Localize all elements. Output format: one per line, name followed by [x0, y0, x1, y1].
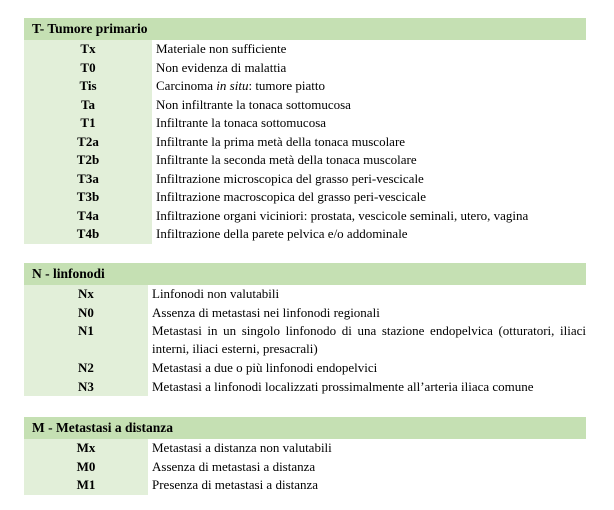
tumor-section-header: T- Tumore primario	[24, 18, 586, 40]
stage-code: T2a	[24, 133, 152, 152]
stage-code: T3a	[24, 170, 152, 189]
stage-code: N3	[24, 378, 148, 397]
stage-description: Infiltrazione della parete pelvica e/o addominale	[152, 225, 586, 244]
stage-code: Mx	[24, 439, 148, 458]
stage-code: M0	[24, 458, 148, 477]
metastasis-section-header: M - Metastasi a distanza	[24, 417, 586, 439]
stage-code: N1	[24, 322, 148, 359]
stage-description: Metastasi a due o più linfonodi endopelvici	[148, 359, 586, 378]
stage-description: Metastasi a linfonodi localizzati prossimalmente all’arteria iliaca comune	[148, 378, 586, 397]
table-row	[24, 304, 586, 323]
tumor-section	[24, 18, 586, 244]
stage-description: Non infiltrante la tonaca sottomucosa	[152, 96, 586, 115]
stage-description: Infiltrazione microscopica del grasso peri-vescicale	[152, 170, 586, 189]
nodes-section	[24, 263, 586, 396]
stage-code: N2	[24, 359, 148, 378]
stage-description: Metastasi a distanza non valutabili	[148, 439, 586, 458]
stage-code: M1	[24, 476, 148, 495]
table-row	[24, 207, 586, 226]
stage-description: Assenza di metastasi nei linfonodi regionali	[148, 304, 586, 323]
stage-description: Assenza di metastasi a distanza	[148, 458, 586, 477]
stage-description: Infiltrante la prima metà della tonaca muscolare	[152, 133, 586, 152]
table-row	[24, 96, 586, 115]
metastasis-section	[24, 417, 586, 495]
table-row	[24, 59, 586, 78]
stage-description: Materiale non sufficiente	[152, 40, 586, 59]
stage-code: Tx	[24, 40, 152, 59]
table-row	[24, 458, 586, 477]
stage-code: N0	[24, 304, 148, 323]
stage-description: Infiltrazione macroscopica del grasso peri-vescicale	[152, 188, 586, 207]
table-row	[24, 322, 586, 359]
table-row	[24, 188, 586, 207]
stage-code: T3b	[24, 188, 152, 207]
table-row	[24, 378, 586, 397]
stage-code: Ta	[24, 96, 152, 115]
stage-description	[152, 77, 586, 96]
table-row	[24, 40, 586, 59]
description-emphasis: in situ	[216, 78, 249, 93]
table-row	[24, 285, 586, 304]
description-text: Carcinoma	[156, 78, 217, 93]
stage-code: Nx	[24, 285, 148, 304]
table-row	[24, 225, 586, 244]
description-text: : tumore piatto	[248, 78, 325, 93]
nodes-section-header: N - linfonodi	[24, 263, 586, 285]
stage-description: Infiltrazione organi viciniori: prostata, vescicole seminali, utero, vagina	[152, 207, 586, 226]
table-row	[24, 151, 586, 170]
table-row	[24, 77, 586, 96]
table-row	[24, 170, 586, 189]
stage-description: Presenza di metastasi a distanza	[148, 476, 586, 495]
stage-description: Infiltrante la seconda metà della tonaca muscolare	[152, 151, 586, 170]
table-row	[24, 476, 586, 495]
stage-description: Non evidenza di malattia	[152, 59, 586, 78]
stage-code: Tis	[24, 77, 152, 96]
table-row	[24, 439, 586, 458]
table-row	[24, 133, 586, 152]
stage-code: T4b	[24, 225, 152, 244]
stage-description: Linfonodi non valutabili	[148, 285, 586, 304]
stage-code: T2b	[24, 151, 152, 170]
stage-code: T4a	[24, 207, 152, 226]
table-row	[24, 114, 586, 133]
stage-description: Metastasi in un singolo linfonodo di una stazione endopelvica (otturatori, iliaci interni, iliaci esterni, presacrali)	[148, 322, 586, 359]
stage-description: Infiltrante la tonaca sottomucosa	[152, 114, 586, 133]
table-row	[24, 359, 586, 378]
stage-code: T0	[24, 59, 152, 78]
stage-code: T1	[24, 114, 152, 133]
